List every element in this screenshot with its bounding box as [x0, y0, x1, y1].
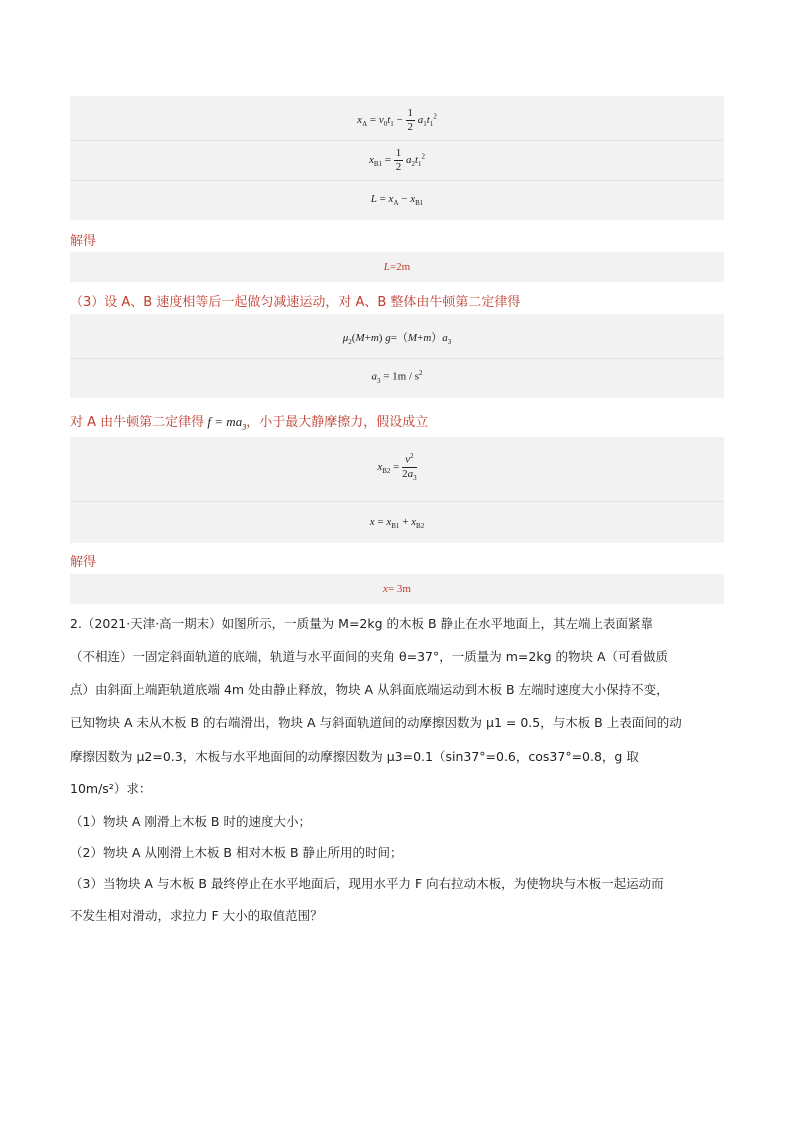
problem2-line-10: 不发生相对滑动，求拉力 F 大小的取值范围？	[70, 908, 323, 923]
problem2-line-3: 点）由斜面上端距轨道底端 4m 处由静止释放，物块 A 从斜面底端运动到木板 B 左端时速度大小保持不变，	[70, 682, 669, 697]
solve-label-2: 解得	[70, 555, 97, 570]
equation-block-1	[70, 96, 724, 220]
result-block-1	[70, 252, 724, 282]
equation-block-2	[70, 314, 724, 398]
problem2-line-2: （不相连）一固定斜面轨道的底端，轨道与水平面间的夹角 θ=37°，一质量为 m=2kg 的物块 A（可看做质	[70, 649, 668, 664]
problem2-question-3: （3）当物块 A 与木板 B 最终停止在水平地面后，现用水平力 F 向右拉动木板，为使物块与木板一起运动而	[70, 876, 664, 891]
result-block-2	[70, 574, 724, 604]
problem2-line-4: 已知物块 A 未从木板 B 的右端滑出，物块 A 与斜面轨道间的动摩擦因数为 μ1 = 0.5，与木板 B 上表面间的动	[70, 715, 682, 730]
problem2-line-5: 摩擦因数为 μ2=0.3，木板与水平地面间的动摩擦因数为 μ3=0.1（sin37°=0.6，cos37°=0.8，g 取	[70, 749, 639, 764]
equation-x: $x = x_{B1} + x_{B2}$	[369, 516, 425, 531]
equation-l: $L = x_A - x_{B1}$	[370, 193, 424, 208]
equation-newton-system: $\mu_2(M+m)$ $g=(M+m)a_3$	[342, 332, 452, 347]
part3-text: （3）设 A、B 速度相等后一起做匀减速运动，对 A、B 整体由牛顿第二定律得	[70, 295, 521, 310]
equation-xb1: $x_{B1}$ = $\frac{1}{2}$ $a_2t_1^2$	[368, 147, 426, 173]
equation-block-3	[70, 437, 724, 543]
equation-xa: $x_A = v_0t_1$ − $\frac{1}{2}$ $a_1t_1^2$	[357, 107, 437, 133]
result-l: L=2m	[383, 261, 411, 273]
result-x: x= 3m	[383, 583, 411, 595]
problem2-question-2: （2）物块 A 从刚滑上木板 B 相对木板 B 静止所用的时间；	[70, 845, 403, 860]
problem2-line-6: 10m/s²）求：	[70, 781, 152, 796]
problem2-question-1: （1）物块 A 刚滑上木板 B 时的速度大小；	[70, 814, 311, 829]
equation-a3: $a_3 = 1m / s^2$	[371, 369, 423, 385]
problem2-line-1: 2.（2021·天津·高一期末）如图所示，一质量为 M=2kg 的木板 B 静止在水平地面上，其左端上表面紧靠	[70, 616, 654, 631]
equation-xb2: $x_{B2}$ = $\frac{v^2}{2a_3}$	[377, 452, 417, 482]
solve-label-1: 解得	[70, 234, 97, 249]
for-a-text: 对 A 由牛顿第二定律得 $f = ma_3$，小于最大静摩擦力，假设成立	[70, 414, 429, 432]
